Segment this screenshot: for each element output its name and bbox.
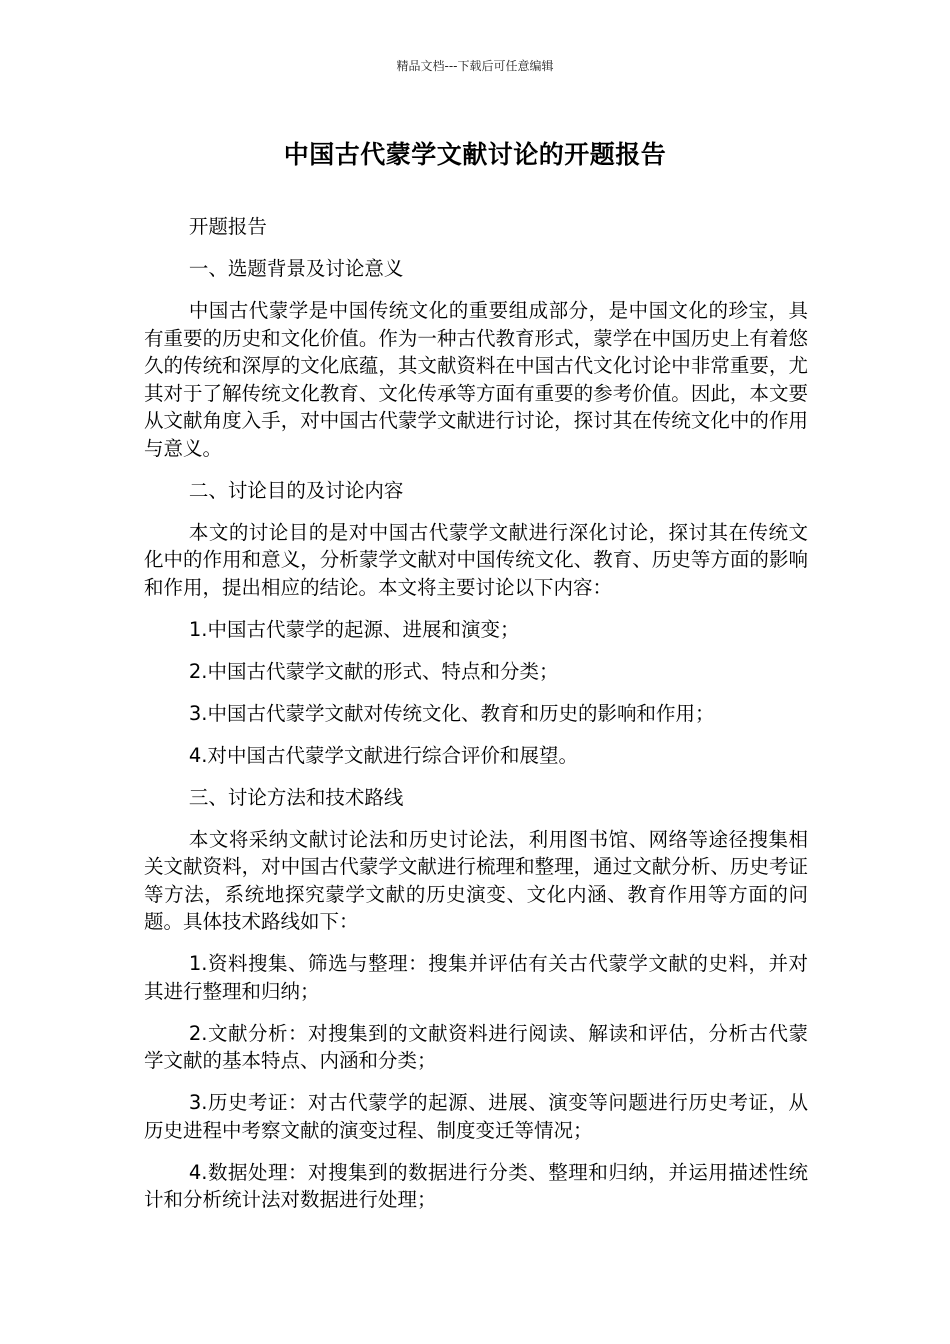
paragraph-purpose: 本文的讨论目的是对中国古代蒙学文献进行深化讨论，探讨其在传统文化中的作用和意义，分析蒙学文献对中国传统文化、教育、历史等方面的影响和作用，提出相应的结论。本文将主要讨论以下内容： (144, 520, 808, 599)
paragraph-background: 中国古代蒙学是中国传统文化的重要组成部分，是中国文化的珍宝，具有重要的历史和文化价值。作为一种古代教育形式，蒙学在中国历史上有着悠久的传统和深厚的文化底蕴，其文献资料在中国古代文化讨论中非常重要，尤其对于了解传统文化教育、文化传承等方面有重要的参考价值。因此，本文要从文献角度入手，对中国古代蒙学文献进行讨论，探讨其在传统文化中的作用与意义。 (144, 299, 808, 460)
list-item-route-3: 3.历史考证：对古代蒙学的起源、进展、演变等问题进行历史考证，从历史进程中考察文献的演变过程、制度变迁等情况； (144, 1091, 808, 1142)
section-heading-background: 一、选题背景及讨论意义 (188, 257, 404, 280)
paragraph-methods: 本文将采纳文献讨论法和历史讨论法，利用图书馆、网络等途径搜集相关文献资料，对中国古代蒙学文献进行梳理和整理，通过文献分析、历史考证等方法，系统地探究蒙学文献的历史演变、文化内涵、教育作用等方面的问题。具体技术路线如下： (144, 827, 808, 933)
list-item-content-2: 2.中国古代蒙学文献的形式、特点和分类； (188, 659, 559, 683)
list-item-route-4: 4.数据处理：对搜集到的数据进行分类、整理和归纳，并运用描述性统计和分析统计法对数据进行处理； (144, 1160, 808, 1211)
list-item-route-2: 2.文献分析：对搜集到的文献资料进行阅读、解读和评估，分析古代蒙学文献的基本特点、内涵和分类； (144, 1021, 808, 1072)
list-item-content-4: 4.对中国古代蒙学文献进行综合评价和展望。 (188, 743, 578, 767)
list-item-content-1: 1.中国古代蒙学的起源、进展和演变； (188, 617, 520, 641)
section-heading-methods: 三、讨论方法和技术路线 (188, 785, 404, 809)
list-item-route-1: 1.资料搜集、筛选与整理：搜集并评估有关古代蒙学文献的史料，并对其进行整理和归纳； (144, 952, 808, 1003)
paragraph-report-label: 开题报告 (188, 215, 267, 238)
document-body (144, 213, 808, 1228)
document-title: 中国古代蒙学文献讨论的开题报告 (283, 140, 667, 169)
section-heading-purpose: 二、讨论目的及讨论内容 (188, 478, 404, 502)
header-note: 精品文档---下载后可任意编辑 (396, 59, 554, 73)
list-item-content-3: 3.中国古代蒙学文献对传统文化、教育和历史的影响和作用； (188, 701, 715, 725)
